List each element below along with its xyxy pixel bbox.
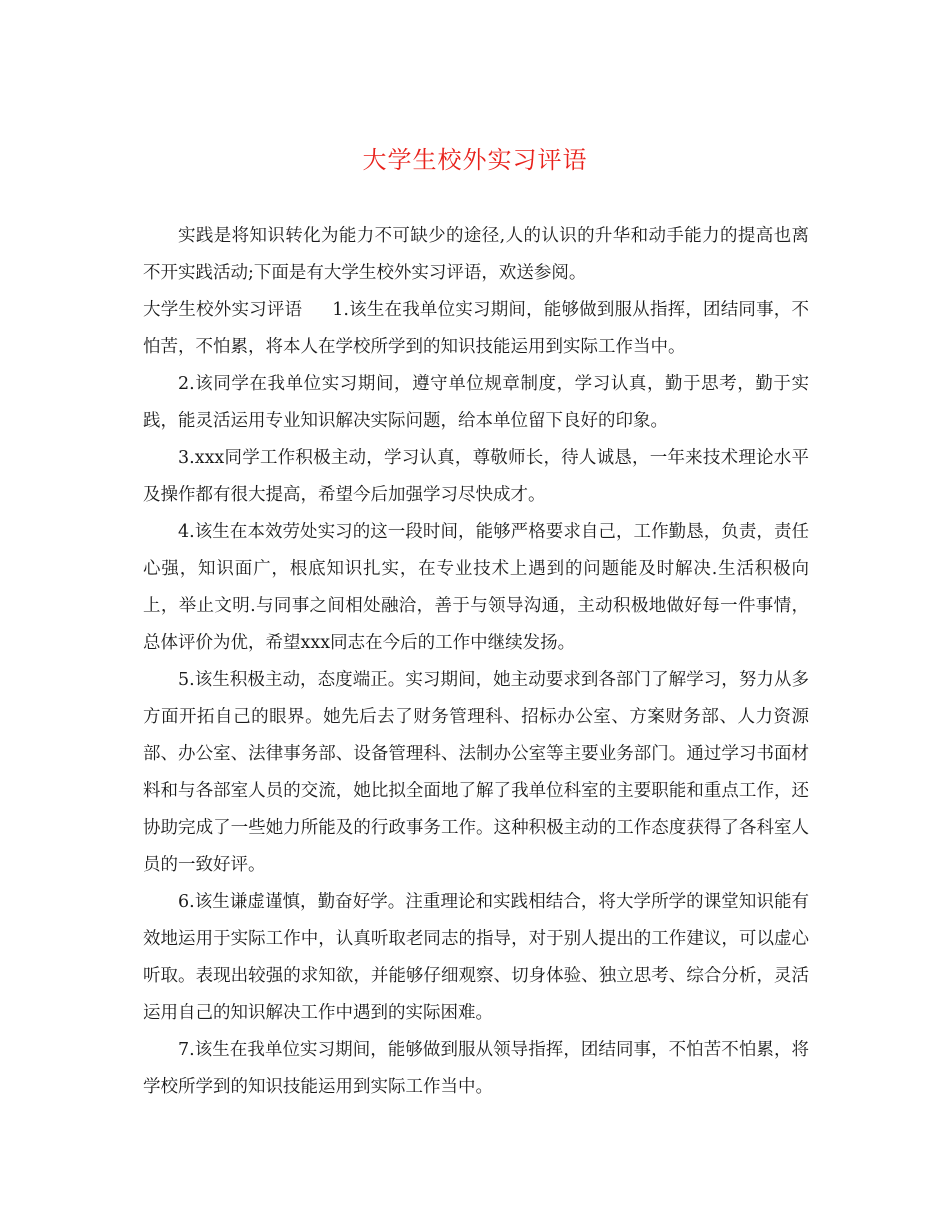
intro-paragraph: 实践是将知识转化为能力不可缺少的途径,人的认识的升华和动手能力的提高也离不开实践活动;下面是有大学生校外实习评语，欢送参阅。: [143, 226, 809, 283]
inline-heading: 大学生校外实习评语: [143, 300, 303, 320]
item-1-text: 1.该生在我单位实习期间，能够做到服从指挥，团结同事，不怕苦，不怕累，将本人在学校所学到的知识技能运用到实际工作当中。: [143, 300, 809, 357]
paragraph-item-3: 3.xxx同学工作积极主动，学习认真，尊敬师长，待人诚恳，一年来技术理论水平及操作都有很大提高，希望今后加强学习尽快成才。: [143, 448, 809, 505]
paragraph-item-2: 2.该同学在我单位实习期间，遵守单位规章制度，学习认真，勤于思考，勤于实践，能灵活运用专业知识解决实际问题，给本单位留下良好的印象。: [143, 374, 809, 431]
paragraph-item-7: 7.该生在我单位实习期间，能够做到服从领导指挥，团结同事，不怕苦不怕累，将学校所学到的知识技能运用到实际工作当中。: [143, 1040, 809, 1097]
document-body: [143, 218, 809, 1106]
paragraph-item-5: 5.该生积极主动，态度端正。实习期间，她主动要求到各部门了解学习，努力从多方面开拓自己的眼界。她先后去了财务管理科、招标办公室、方案财务部、人力资源部、办公室、法律事务部、设备管理科、法制办公室等主要业务部门。通过学习书面材料和与各部室人员的交流，她比拟全面地了解了我单位科室的主要职能和重点工作，还协助完成了一些她力所能及的行政事务工作。这种积极主动的工作态度获得了各科室人员的一致好评。: [143, 670, 809, 875]
paragraph-item-4: 4.该生在本效劳处实习的这一段时间，能够严格要求自己，工作勤恳，负责，责任心强，知识面广，根底知识扎实，在专业技术上遇到的问题能及时解决.生活积极向上，举止文明.与同事之间相处融洽，善于与领导沟通，主动积极地做好每一件事情，总体评价为优，希望xxx同志在今后的工作中继续发扬。: [143, 522, 809, 653]
document-title: 大学生校外实习评语: [362, 146, 588, 174]
paragraph-item-6: 6.该生谦虚谨慎，勤奋好学。注重理论和实践相结合，将大学所学的课堂知识能有效地运用于实际工作中，认真听取老同志的指导，对于别人提出的工作建议，可以虚心听取。表现出较强的求知欲，并能够仔细观察、切身体验、独立思考、综合分析，灵活运用自己的知识解决工作中遇到的实际困难。: [143, 892, 809, 1023]
paragraph-item-1: [143, 292, 809, 366]
